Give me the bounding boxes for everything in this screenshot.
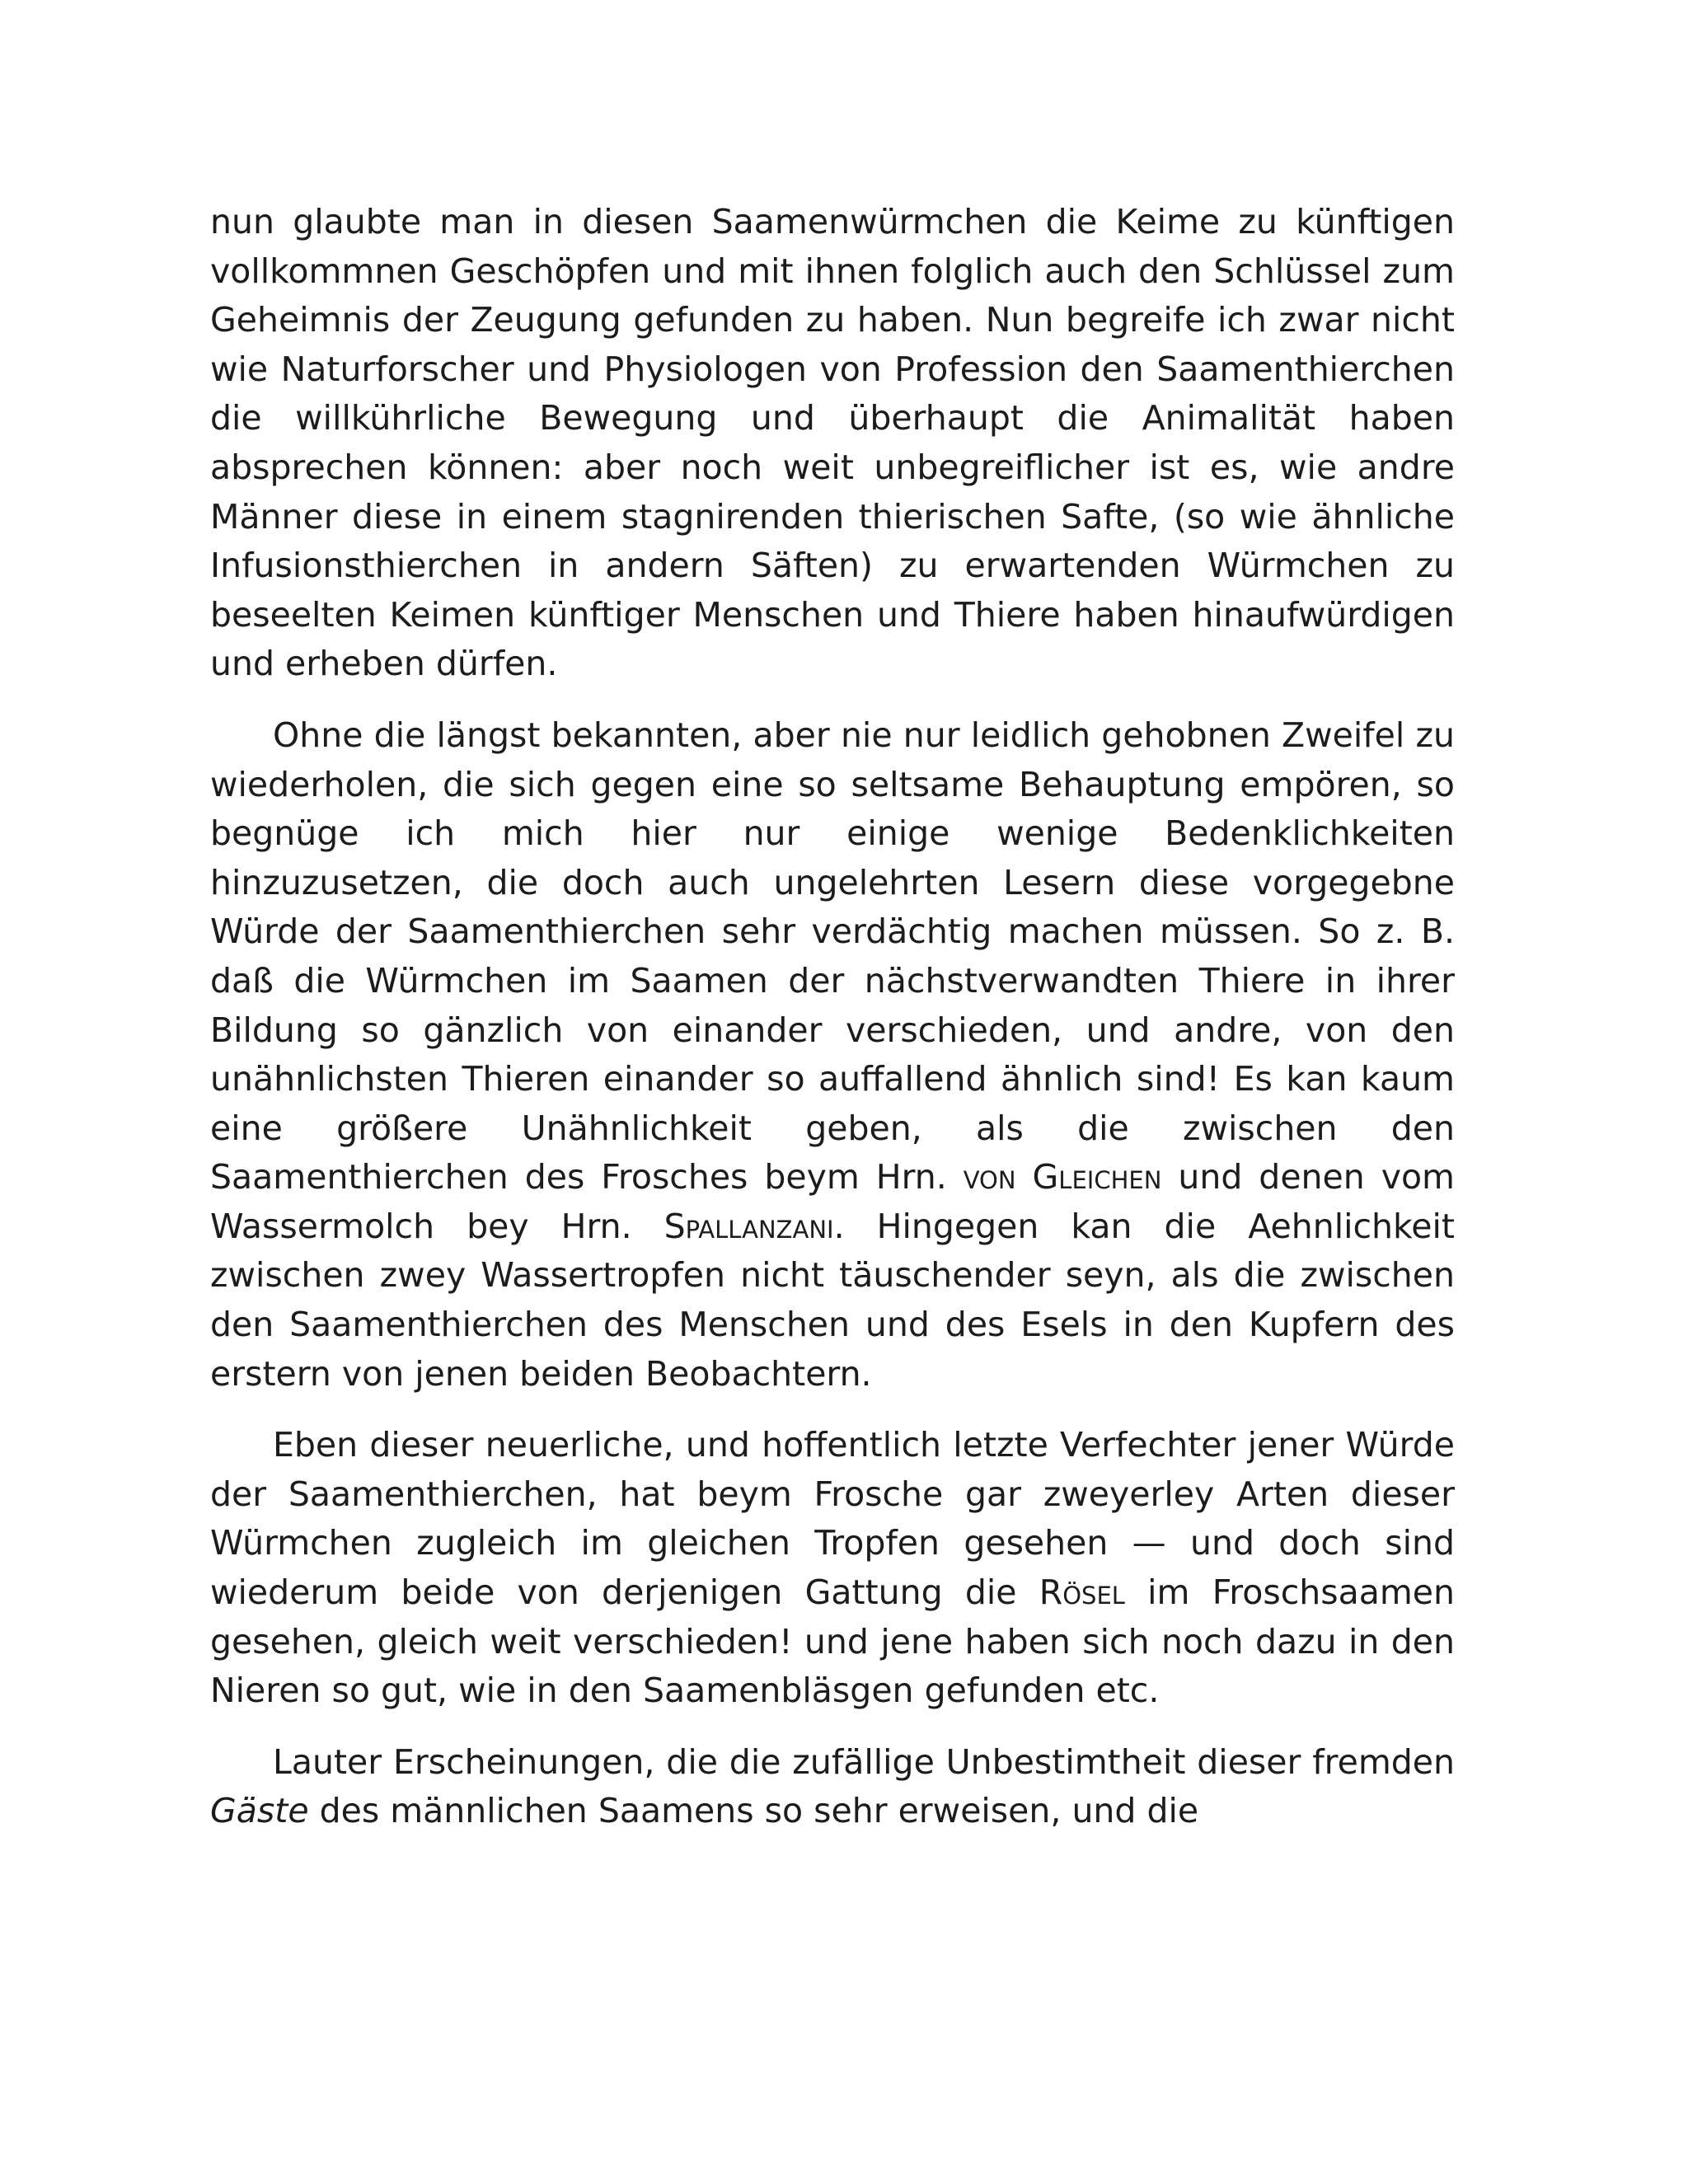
person-name-von-gleichen: von Gleichen (963, 1157, 1162, 1197)
paragraph-2-text-a: Ohne die längst bekannten, aber nie nur leidlich gehobnen Zweifel zu wiederholen, die sich gegen eine so seltsame Behauptung empören, so begnüge ich mich hier nur einige wenige Bedenklichkeiten hinzuzusetzen, die doch auch ungelehrten Lesern diese vorgegebne Würde der Saamenthierchen sehr verdächtig machen müssen. So z. B. daß die Würmchen im Saamen der nächstverwandten Thiere in ihrer Bildung so gänzlich von einander verschieden, und andre, von den unähnlichsten Thieren einander so auffallend ähnlich sind! Es kan kaum eine größere Unähnlichkeit geben, als die zwischen den Saamenthierchen des Frosches beym Hrn. (210, 715, 1455, 1197)
person-name-spallanzani: Spallanzani (663, 1206, 834, 1246)
paragraph-2-text-c: . Hingegen kan die Aehnlichkeit zwischen zwey Wassertropfen nicht täuschender seyn, als die zwischen den Saamenthierchen des Menschen und des Esels in den Kupfern des erstern von jenen beiden Beobachtern. (210, 1206, 1455, 1394)
paragraph-4 (210, 1738, 1455, 1836)
emphasis-gaeste: Gäste (210, 1791, 309, 1831)
paragraph-1-text: nun glaubte man in diesen Saamenwürmchen die Keime zu künftigen vollkommnen Geschöpfen und mit ihnen folglich auch den Schlüssel zum Geheimnis der Zeugung gefunden zu haben. Nun begreife ich zwar nicht wie Naturforscher und Physiologen von Profession den Saamenthierchen die willkührliche Bewegung und überhaupt die Animalität haben absprechen können: aber noch weit unbegreiflicher ist es, wie andre Männer diese in einem stagnirenden thierischen Safte, (so wie ähnliche Infusionsthierchen in andern Säften) zu erwartenden Würmchen zu beseelten Keimen künftiger Menschen und Thiere haben hinaufwürdigen und erheben dürfen. (210, 202, 1455, 684)
paragraph-3 (210, 1421, 1455, 1716)
document-page (210, 198, 1455, 1858)
paragraph-4-text-a: Lauter Erscheinungen, die die zufällige Unbestimtheit dieser fremden (273, 1741, 1455, 1782)
paragraph-1 (210, 198, 1455, 689)
person-name-roesel: Rösel (1039, 1572, 1125, 1613)
paragraph-4-text-b: des männlichen Saamens so sehr erweisen, und die (308, 1791, 1199, 1831)
paragraph-2 (210, 711, 1455, 1399)
paragraph-2-text-b: und denen vom Wassermolch bey Hrn. (210, 1157, 1455, 1246)
paragraph-3-text-b: im Froschsaamen gesehen, gleich weit verschieden! und jene haben sich noch dazu in den Nieren so gut, wie in den Saamenbläsgen gefunden etc. (210, 1572, 1455, 1711)
paragraph-3-text-a: Eben dieser neuerliche, und hoffentlich letzte Verfechter jener Würde der Saamenthierchen, hat beym Frosche gar zweyerley Arten dieser Würmchen zugleich im gleichen Tropfen gesehen — und doch sind wiederum beide von derjenigen Gattung die (210, 1425, 1455, 1613)
